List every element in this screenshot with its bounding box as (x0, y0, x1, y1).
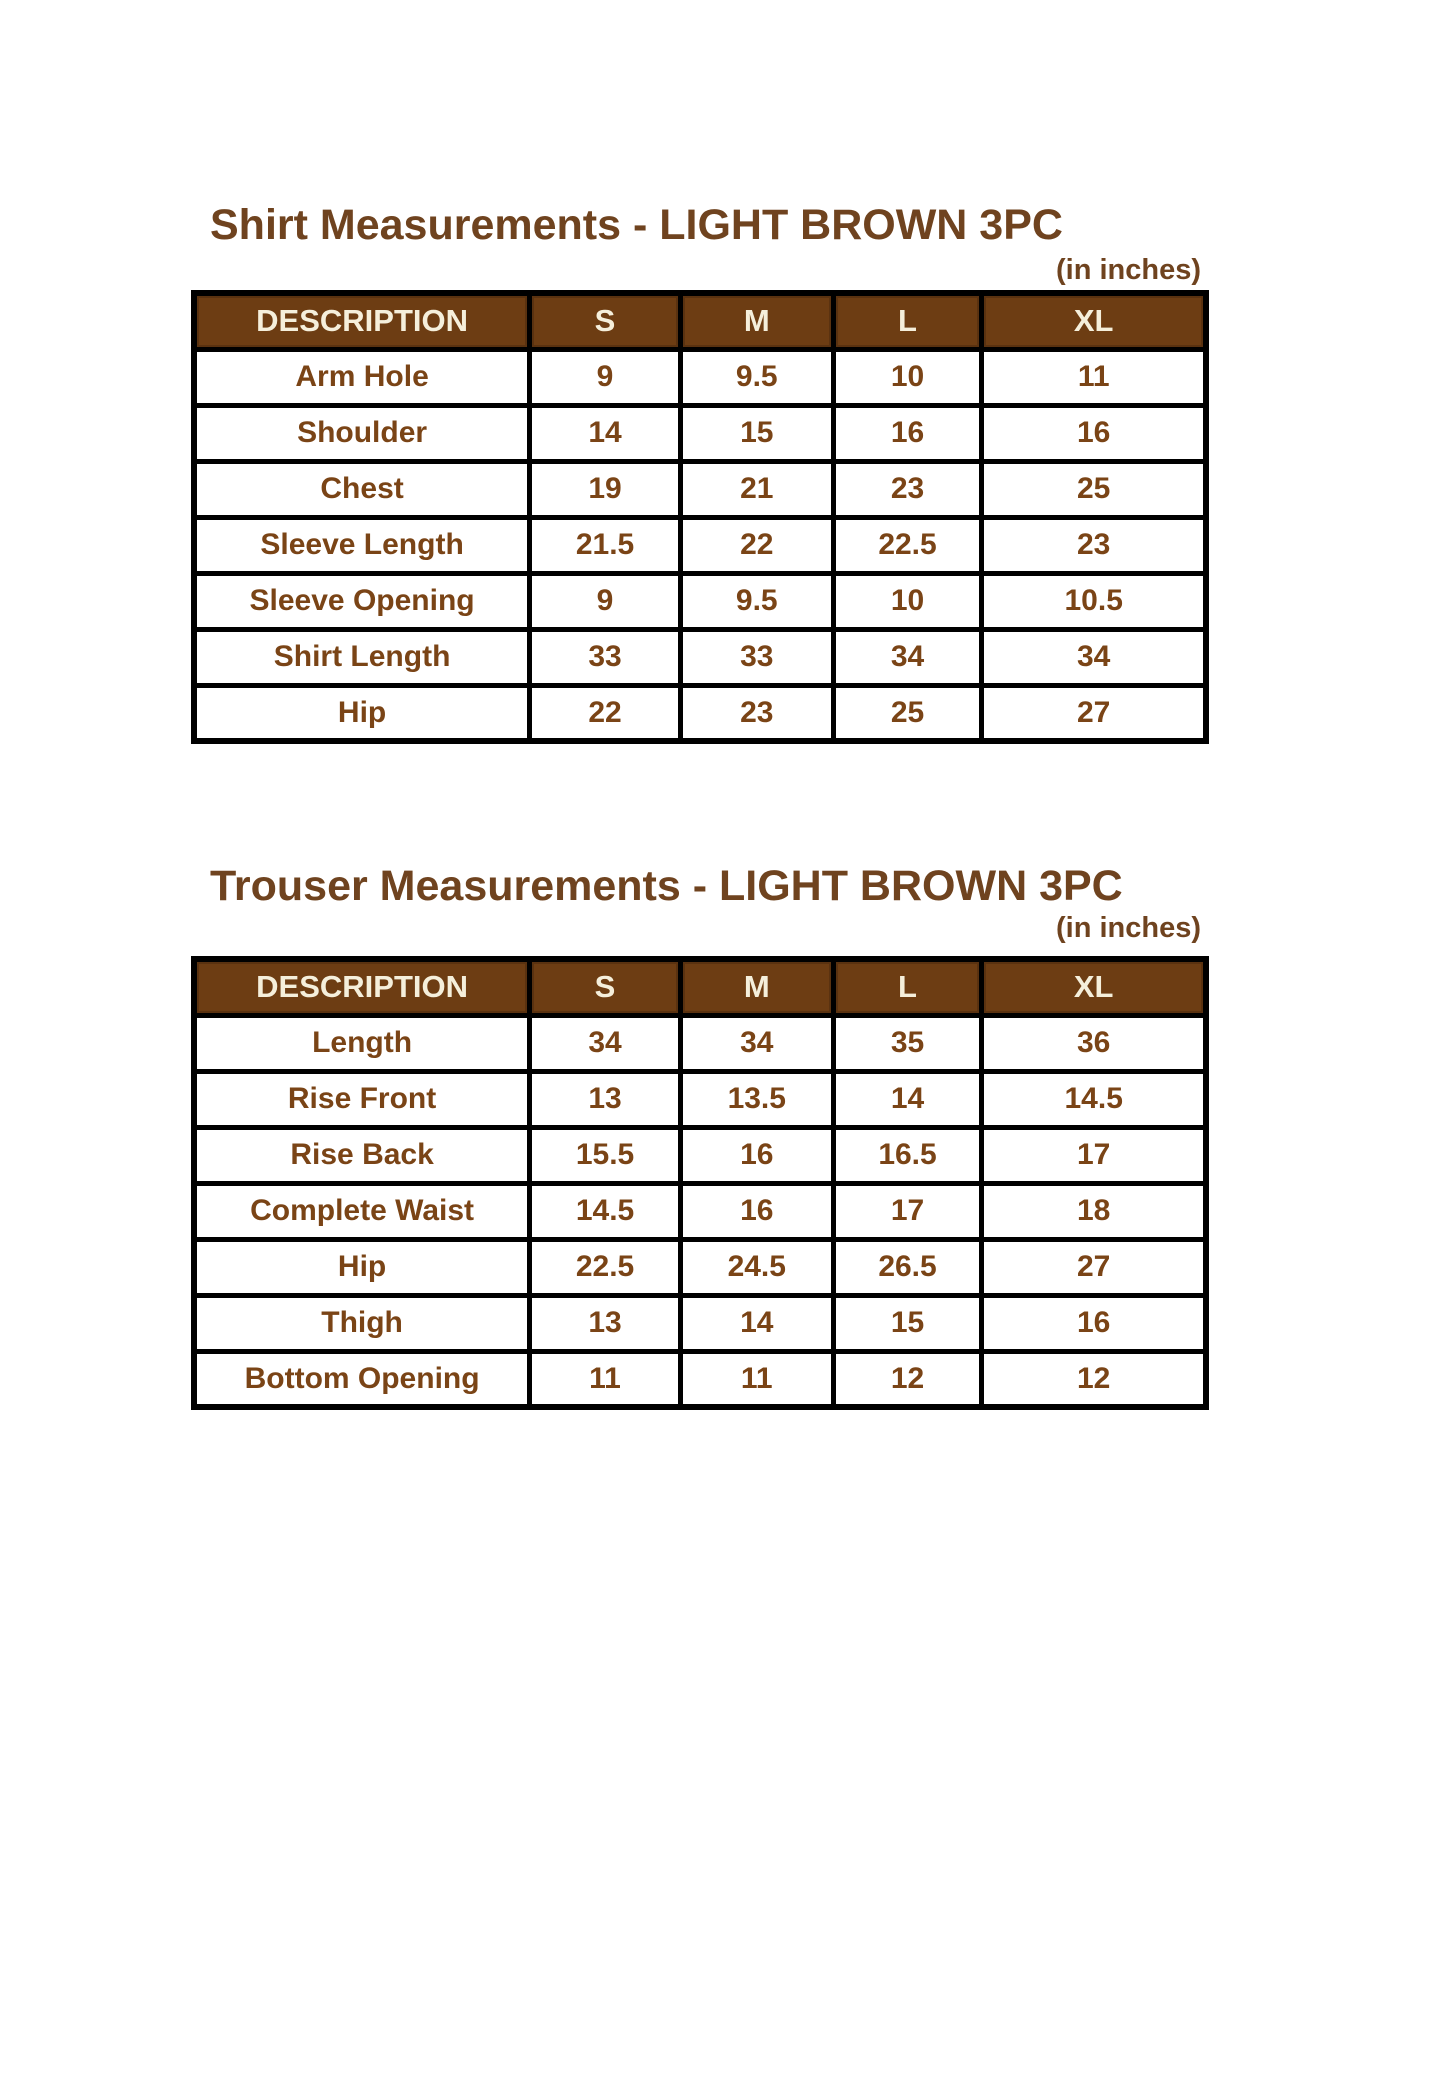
table-row (194, 1071, 1206, 1127)
value-cell: 36 (982, 1015, 1206, 1071)
value-cell: 14 (680, 1295, 833, 1351)
value-cell: 10.5 (982, 573, 1206, 629)
value-cell: 9 (530, 573, 681, 629)
row-label-cell: Arm Hole (194, 349, 530, 405)
value-cell: 17 (982, 1127, 1206, 1183)
table-row (194, 1295, 1206, 1351)
value-cell: 14 (833, 1071, 982, 1127)
trouser-section-title: Trouser Measurements - LIGHT BROWN 3PC (210, 862, 1123, 910)
value-cell: 15.5 (530, 1127, 681, 1183)
value-cell: 17 (833, 1183, 982, 1239)
value-cell: 22.5 (833, 517, 982, 573)
trouser-col-header-l: L (833, 959, 982, 1015)
shirt-units-note: (in inches) (1055, 254, 1201, 286)
value-cell: 23 (982, 517, 1206, 573)
row-label-cell: Rise Back (194, 1127, 530, 1183)
shirt-col-header-description: DESCRIPTION (194, 293, 530, 349)
value-cell: 24.5 (680, 1239, 833, 1295)
value-cell: 25 (833, 685, 982, 741)
value-cell: 10 (833, 349, 982, 405)
row-label-cell: Rise Front (194, 1071, 530, 1127)
value-cell: 34 (680, 1015, 833, 1071)
shirt-measurements-table (191, 290, 1209, 744)
row-label-cell: Hip (194, 685, 530, 741)
value-cell: 15 (680, 405, 833, 461)
table-row (194, 1127, 1206, 1183)
table-row (194, 349, 1206, 405)
value-cell: 35 (833, 1015, 982, 1071)
table-row (194, 573, 1206, 629)
row-label-cell: Shirt Length (194, 629, 530, 685)
row-label-cell: Bottom Opening (194, 1351, 530, 1407)
trouser-measurements-table (191, 956, 1209, 1410)
value-cell: 26.5 (833, 1239, 982, 1295)
value-cell: 15 (833, 1295, 982, 1351)
value-cell: 13.5 (680, 1071, 833, 1127)
row-label-cell: Sleeve Opening (194, 573, 530, 629)
value-cell: 16 (833, 405, 982, 461)
trouser-col-header-s: S (530, 959, 681, 1015)
value-cell: 16 (680, 1183, 833, 1239)
table-row (194, 517, 1206, 573)
value-cell: 14 (530, 405, 681, 461)
value-cell: 16.5 (833, 1127, 982, 1183)
value-cell: 12 (982, 1351, 1206, 1407)
value-cell: 13 (530, 1295, 681, 1351)
value-cell: 11 (530, 1351, 681, 1407)
value-cell: 9.5 (680, 573, 833, 629)
value-cell: 18 (982, 1183, 1206, 1239)
value-cell: 16 (680, 1127, 833, 1183)
shirt-header-row (194, 293, 1206, 349)
value-cell: 27 (982, 1239, 1206, 1295)
value-cell: 21 (680, 461, 833, 517)
value-cell: 23 (833, 461, 982, 517)
value-cell: 27 (982, 685, 1206, 741)
table-row (194, 1183, 1206, 1239)
table-row (194, 685, 1206, 741)
row-label-cell: Shoulder (194, 405, 530, 461)
value-cell: 33 (530, 629, 681, 685)
row-label-cell: Thigh (194, 1295, 530, 1351)
value-cell: 14.5 (530, 1183, 681, 1239)
trouser-header-row (194, 959, 1206, 1015)
value-cell: 16 (982, 1295, 1206, 1351)
shirt-section-title: Shirt Measurements - LIGHT BROWN 3PC (210, 201, 1063, 249)
value-cell: 25 (982, 461, 1206, 517)
table-row (194, 461, 1206, 517)
trouser-units-note: (in inches) (1055, 912, 1201, 944)
row-label-cell: Sleeve Length (194, 517, 530, 573)
value-cell: 34 (833, 629, 982, 685)
value-cell: 13 (530, 1071, 681, 1127)
row-label-cell: Complete Waist (194, 1183, 530, 1239)
row-label-cell: Chest (194, 461, 530, 517)
value-cell: 9 (530, 349, 681, 405)
value-cell: 22 (680, 517, 833, 573)
value-cell: 11 (680, 1351, 833, 1407)
table-row (194, 629, 1206, 685)
shirt-col-header-l: L (833, 293, 982, 349)
shirt-col-header-m: M (680, 293, 833, 349)
trouser-col-header-description: DESCRIPTION (194, 959, 530, 1015)
value-cell: 34 (982, 629, 1206, 685)
table-row (194, 1351, 1206, 1407)
value-cell: 33 (680, 629, 833, 685)
value-cell: 11 (982, 349, 1206, 405)
table-row (194, 405, 1206, 461)
value-cell: 10 (833, 573, 982, 629)
value-cell: 21.5 (530, 517, 681, 573)
shirt-col-header-xl: XL (982, 293, 1206, 349)
trouser-col-header-m: M (680, 959, 833, 1015)
row-label-cell: Hip (194, 1239, 530, 1295)
table-row (194, 1239, 1206, 1295)
shirt-col-header-s: S (530, 293, 681, 349)
value-cell: 34 (530, 1015, 681, 1071)
value-cell: 23 (680, 685, 833, 741)
value-cell: 22 (530, 685, 681, 741)
row-label-cell: Length (194, 1015, 530, 1071)
value-cell: 14.5 (982, 1071, 1206, 1127)
trouser-col-header-xl: XL (982, 959, 1206, 1015)
value-cell: 22.5 (530, 1239, 681, 1295)
value-cell: 19 (530, 461, 681, 517)
value-cell: 16 (982, 405, 1206, 461)
value-cell: 9.5 (680, 349, 833, 405)
value-cell: 12 (833, 1351, 982, 1407)
table-row (194, 1015, 1206, 1071)
